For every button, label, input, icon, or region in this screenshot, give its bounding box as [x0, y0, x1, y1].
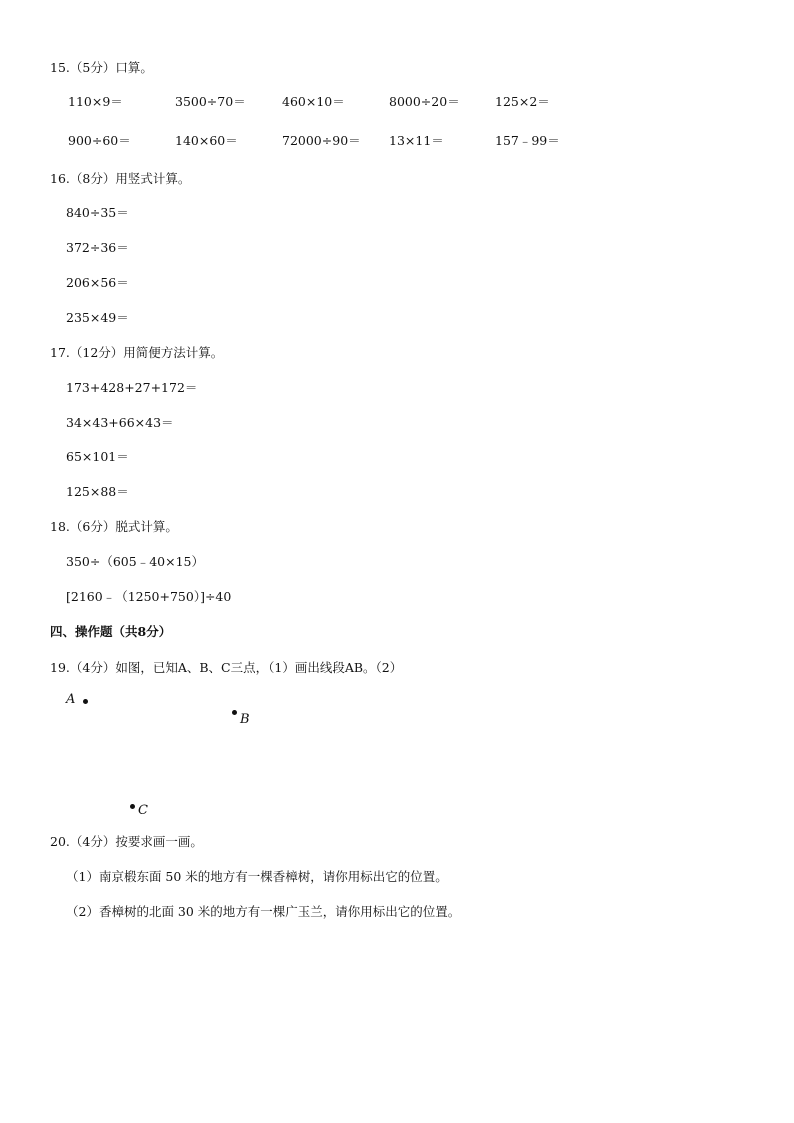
q15-item: 3500÷70＝	[175, 94, 246, 109]
point-a-dot	[83, 699, 88, 704]
q19-title: 19.（4分）如图，已知A、B、C三点，（1）画出线段AB。（2）	[50, 660, 403, 675]
point-c-label: C	[138, 803, 148, 818]
q18-item: 350÷（605﹣40×15）	[66, 554, 204, 569]
q16-title: 16.（8分）用竖式计算。	[50, 171, 191, 186]
q15-item: 460×10＝	[282, 94, 345, 109]
q17-item: 125×88＝	[66, 484, 129, 499]
q20-item: （2）香樟树的北面 30 米的地方有一棵广玉兰，请你用标出它的位置。	[66, 904, 461, 919]
q16-item: 372÷36＝	[66, 240, 129, 255]
q15-item: 72000÷90＝	[282, 133, 361, 148]
point-c-dot	[130, 804, 135, 809]
q15-item: 13×11＝	[389, 133, 444, 148]
point-b-dot	[232, 710, 237, 715]
q18-title: 18.（6分）脱式计算。	[50, 519, 178, 534]
q17-item: 65×101＝	[66, 449, 129, 464]
q15-item: 157﹣99＝	[495, 133, 560, 148]
q17-item: 34×43+66×43＝	[66, 415, 174, 430]
q20-title: 20.（4分）按要求画一画。	[50, 834, 203, 849]
q16-item: 235×49＝	[66, 310, 129, 325]
q15-item: 140×60＝	[175, 133, 238, 148]
q15-title: 15.（5分）口算。	[50, 60, 153, 75]
section-4-heading: 四、操作题（共8分）	[50, 624, 172, 639]
q15-item: 8000÷20＝	[389, 94, 460, 109]
q20-item: （1）南京椴东面 50 米的地方有一棵香樟树，请你用标出它的位置。	[66, 869, 448, 884]
q18-item: [2160﹣（1250+750）]÷40	[66, 589, 232, 604]
q17-item: 173+428+27+172＝	[66, 380, 198, 395]
q15-item: 900÷60＝	[68, 133, 131, 148]
q15-item: 125×2＝	[495, 94, 550, 109]
q16-item: 206×56＝	[66, 275, 129, 290]
point-a-label: A	[66, 692, 76, 707]
point-b-label: B	[240, 712, 250, 727]
q15-item: 110×9＝	[68, 94, 123, 109]
q16-item: 840÷35＝	[66, 205, 129, 220]
q17-title: 17.（12分）用简便方法计算。	[50, 345, 224, 360]
